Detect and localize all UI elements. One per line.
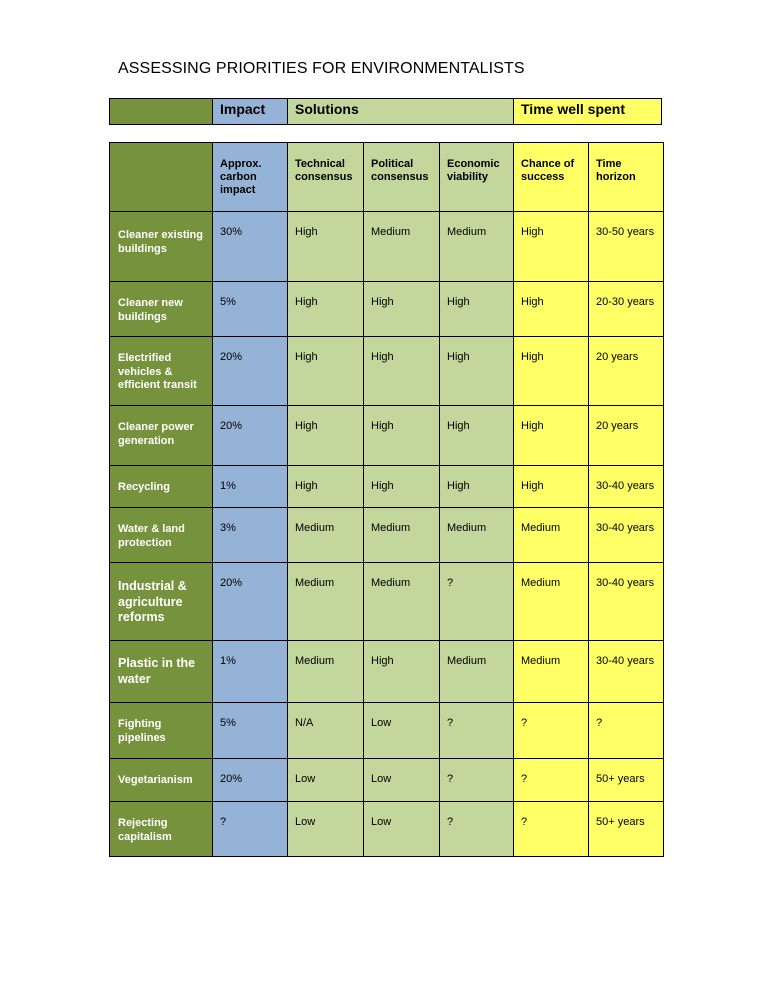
cell-chance [514, 212, 589, 282]
column-header-row [110, 143, 664, 212]
cell-value: High [447, 420, 470, 432]
group-time-well-spent: Time well spent [514, 99, 662, 125]
cell-value: 20 years [596, 420, 639, 432]
cell-political [364, 406, 440, 466]
cell-value: 1% [220, 480, 236, 492]
row-label-cell [110, 406, 213, 466]
cell-technical [288, 406, 364, 466]
cell-technical [288, 282, 364, 337]
cell-horizon [589, 212, 664, 282]
cell-economic [440, 212, 514, 282]
cell-chance [514, 282, 589, 337]
cell-value: ? [447, 773, 454, 785]
cell-political [364, 508, 440, 563]
cell-value: ? [521, 773, 528, 785]
cell-value: 50+ years [596, 816, 645, 828]
row-label: Plastic in the water [118, 656, 196, 686]
row-label-cell [110, 212, 213, 282]
cell-economic [440, 282, 514, 337]
cell-chance [514, 508, 589, 563]
cell-value: High [371, 351, 394, 363]
cell-horizon [589, 406, 664, 466]
cell-value: High [521, 351, 544, 363]
cell-carbon [213, 466, 288, 508]
cell-value: ? [447, 717, 454, 729]
cell-horizon [589, 641, 664, 703]
cell-horizon [589, 802, 664, 857]
group-blank-cell [110, 99, 213, 125]
header-chance: Chance of success [514, 143, 589, 212]
header-political: Political consensus [364, 143, 440, 212]
row-label: Cleaner power generation [118, 421, 194, 447]
row-label-cell [110, 466, 213, 508]
cell-political [364, 703, 440, 759]
cell-economic [440, 563, 514, 641]
cell-chance [514, 406, 589, 466]
cell-technical [288, 641, 364, 703]
cell-value: 30-40 years [596, 655, 655, 667]
cell-carbon [213, 802, 288, 857]
cell-chance [514, 802, 589, 857]
cell-value: 20% [220, 351, 243, 363]
cell-value: Low [295, 816, 316, 828]
group-impact: Impact [213, 99, 288, 125]
cell-technical [288, 337, 364, 406]
cell-value: Medium [521, 577, 561, 589]
cell-carbon [213, 508, 288, 563]
cell-value: High [447, 296, 470, 308]
cell-value: High [295, 351, 318, 363]
cell-horizon [589, 563, 664, 641]
cell-value: Medium [371, 226, 411, 238]
cell-value: 20% [220, 577, 243, 589]
row-label-cell [110, 759, 213, 802]
cell-value: Low [371, 773, 392, 785]
cell-value: High [521, 420, 544, 432]
cell-value: 20-30 years [596, 296, 655, 308]
cell-value: 50+ years [596, 773, 645, 785]
cell-political [364, 282, 440, 337]
cell-carbon [213, 563, 288, 641]
cell-technical [288, 466, 364, 508]
cell-technical [288, 802, 364, 857]
cell-value: Medium [447, 522, 487, 534]
row-label-cell [110, 508, 213, 563]
table-row [110, 802, 664, 857]
group-header-table [109, 98, 662, 125]
cell-value: High [295, 226, 318, 238]
cell-horizon [589, 703, 664, 759]
cell-carbon [213, 282, 288, 337]
cell-value: High [447, 480, 470, 492]
cell-value: Medium [521, 655, 561, 667]
table-row [110, 759, 664, 802]
cell-value: ? [521, 717, 528, 729]
row-label: Industrial & agriculture reforms [118, 579, 187, 624]
cell-value: 20% [220, 420, 243, 432]
header-horizon: Time horizon [589, 143, 664, 212]
cell-value: ? [521, 816, 528, 828]
cell-value: 5% [220, 296, 236, 308]
cell-value: 30% [220, 226, 243, 238]
row-label: Recycling [118, 481, 170, 493]
cell-economic [440, 641, 514, 703]
cell-horizon [589, 337, 664, 406]
cell-value: ? [447, 816, 454, 828]
cell-value: Medium [295, 577, 335, 589]
cell-value: ? [447, 577, 454, 589]
cell-value: Low [295, 773, 316, 785]
table-row [110, 466, 664, 508]
row-label: Water & land protection [118, 523, 185, 549]
cell-value: 5% [220, 717, 236, 729]
header-economic: Economic viability [440, 143, 514, 212]
group-solutions: Solutions [288, 99, 514, 125]
cell-chance [514, 703, 589, 759]
row-label-cell [110, 703, 213, 759]
cell-economic [440, 802, 514, 857]
row-label-cell [110, 802, 213, 857]
cell-value: Medium [295, 522, 335, 534]
table-row [110, 563, 664, 641]
cell-economic [440, 508, 514, 563]
row-label-cell [110, 563, 213, 641]
cell-carbon [213, 759, 288, 802]
cell-value: Medium [447, 655, 487, 667]
cell-value: Low [371, 816, 392, 828]
cell-value: N/A [295, 717, 314, 729]
cell-political [364, 212, 440, 282]
cell-value: ? [596, 717, 603, 729]
cell-horizon [589, 466, 664, 508]
cell-carbon [213, 641, 288, 703]
row-label: Fighting pipelines [118, 718, 166, 744]
cell-political [364, 641, 440, 703]
cell-value: Medium [295, 655, 335, 667]
cell-value: Medium [371, 522, 411, 534]
cell-technical [288, 703, 364, 759]
cell-horizon [589, 282, 664, 337]
cell-value: 30-40 years [596, 522, 655, 534]
cell-economic [440, 466, 514, 508]
cell-value: 30-50 years [596, 226, 655, 238]
cell-value: 30-40 years [596, 577, 655, 589]
cell-value: Medium [447, 226, 487, 238]
row-label-cell [110, 337, 213, 406]
cell-horizon [589, 508, 664, 563]
cell-technical [288, 563, 364, 641]
cell-economic [440, 406, 514, 466]
table-row [110, 337, 664, 406]
cell-value: High [447, 351, 470, 363]
header-technical: Technical consensus [288, 143, 364, 212]
cell-value: High [371, 296, 394, 308]
cell-chance [514, 641, 589, 703]
cell-value: High [371, 480, 394, 492]
row-label-cell [110, 282, 213, 337]
cell-value: High [521, 226, 544, 238]
cell-political [364, 563, 440, 641]
cell-value: High [521, 296, 544, 308]
cell-carbon [213, 212, 288, 282]
cell-value: 20 years [596, 351, 639, 363]
cell-value: High [371, 420, 394, 432]
cell-carbon [213, 337, 288, 406]
cell-technical [288, 759, 364, 802]
cell-chance [514, 563, 589, 641]
cell-carbon [213, 406, 288, 466]
table-row [110, 641, 664, 703]
cell-value: High [295, 480, 318, 492]
row-label: Electrified vehicles & efficient transit [118, 352, 197, 391]
cell-value: 3% [220, 522, 236, 534]
cell-value: 20% [220, 773, 243, 785]
cell-carbon [213, 703, 288, 759]
row-label-cell [110, 641, 213, 703]
cell-political [364, 759, 440, 802]
cell-value: High [295, 296, 318, 308]
table-row [110, 406, 664, 466]
cell-technical [288, 508, 364, 563]
cell-value: High [295, 420, 318, 432]
page-title: ASSESSING PRIORITIES FOR ENVIRONMENTALISTS [118, 60, 525, 77]
cell-value: Medium [521, 522, 561, 534]
cell-value: 1% [220, 655, 236, 667]
row-label: Rejecting capitalism [118, 817, 172, 843]
table-row [110, 212, 664, 282]
table-row [110, 282, 664, 337]
row-label: Cleaner existing buildings [118, 229, 203, 255]
cell-horizon [589, 759, 664, 802]
cell-chance [514, 337, 589, 406]
table-row [110, 508, 664, 563]
cell-value: High [371, 655, 394, 667]
table-row [110, 703, 664, 759]
cell-economic [440, 759, 514, 802]
priorities-table [109, 142, 664, 857]
cell-value: High [521, 480, 544, 492]
cell-value: ? [220, 816, 227, 828]
cell-economic [440, 703, 514, 759]
cell-political [364, 802, 440, 857]
cell-economic [440, 337, 514, 406]
row-label: Cleaner new buildings [118, 297, 183, 323]
cell-value: 30-40 years [596, 480, 655, 492]
cell-chance [514, 759, 589, 802]
cell-value: Medium [371, 577, 411, 589]
cell-political [364, 466, 440, 508]
row-label: Vegetarianism [118, 774, 193, 786]
cell-political [364, 337, 440, 406]
header-carbon: Approx. carbon impact [213, 143, 288, 212]
corner-cell [110, 143, 213, 212]
cell-technical [288, 212, 364, 282]
cell-value: Low [371, 717, 392, 729]
cell-chance [514, 466, 589, 508]
